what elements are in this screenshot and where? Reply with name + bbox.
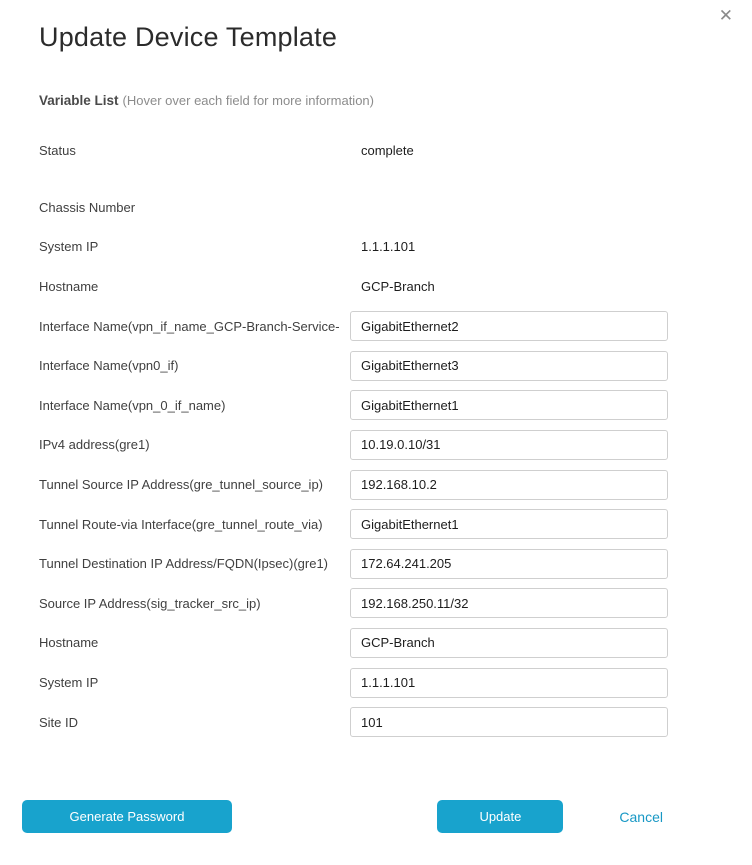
- row-input[interactable]: [350, 390, 668, 420]
- row-static-value: 1.1.1.101: [361, 238, 416, 254]
- row-value: [350, 509, 668, 539]
- cancel-link[interactable]: Cancel: [619, 808, 663, 825]
- row-label: Chassis Number: [39, 199, 136, 215]
- row-value: [350, 351, 668, 381]
- variable-row: [39, 465, 752, 505]
- row-value: [350, 628, 668, 658]
- row-value: [350, 278, 435, 296]
- row-input[interactable]: [350, 311, 668, 341]
- row-label: System IP: [39, 675, 99, 691]
- row-label: Interface Name(vpn_0_if_name): [39, 397, 226, 413]
- row-value: [350, 668, 668, 698]
- row-label: Hostname: [39, 279, 99, 295]
- variable-row: [39, 386, 752, 426]
- row-label: Hostname: [39, 635, 99, 651]
- dialog-footer: [0, 800, 752, 833]
- row-label: Tunnel Source IP Address(gre_tunnel_source_ip): [39, 477, 324, 493]
- section-title: Variable List: [39, 93, 119, 108]
- row-value: [350, 588, 668, 618]
- variable-row: [39, 188, 752, 228]
- row-label: IPv4 address(gre1): [39, 437, 150, 453]
- row-value: [350, 311, 668, 341]
- row-input[interactable]: [350, 628, 668, 658]
- row-static-value: GCP-Branch: [361, 278, 435, 294]
- close-icon[interactable]: ✕: [715, 4, 737, 29]
- row-label: System IP: [39, 239, 99, 255]
- footer-right-actions: [437, 800, 663, 833]
- generate-password-button[interactable]: Generate Password: [22, 800, 232, 833]
- row-input[interactable]: [350, 668, 668, 698]
- update-button[interactable]: Update: [437, 800, 563, 833]
- variable-row: [39, 131, 752, 171]
- section-hint: (Hover over each field for more information): [122, 93, 374, 108]
- row-value: [350, 430, 668, 460]
- variable-row: [39, 425, 752, 465]
- variable-row: [39, 544, 752, 584]
- row-input[interactable]: [350, 470, 668, 500]
- variable-list-header: [39, 93, 752, 108]
- row-label: Interface Name(vpn0_if): [39, 358, 179, 374]
- variable-row: [39, 663, 752, 703]
- variable-row: [39, 623, 752, 663]
- row-value: [350, 142, 414, 160]
- row-label: Interface Name(vpn_if_name_GCP-Branch-Service-: [39, 318, 340, 334]
- row-label: Site ID: [39, 714, 79, 730]
- variable-row: [39, 584, 752, 624]
- row-input[interactable]: [350, 549, 668, 579]
- variable-row: [39, 306, 752, 346]
- variable-row: [39, 504, 752, 544]
- row-input[interactable]: [350, 509, 668, 539]
- row-value: [350, 198, 361, 216]
- row-input[interactable]: [350, 588, 668, 618]
- row-static-value: complete: [361, 142, 414, 158]
- row-value: [350, 707, 668, 737]
- row-input[interactable]: [350, 707, 668, 737]
- row-label: Source IP Address(sig_tracker_src_ip): [39, 595, 261, 611]
- row-value: [350, 390, 668, 420]
- variable-row: [39, 267, 752, 307]
- row-input[interactable]: [350, 430, 668, 460]
- row-value: [350, 549, 668, 579]
- variable-row: [39, 346, 752, 386]
- dialog-title: Update Device Template: [39, 22, 338, 52]
- row-value: [350, 238, 415, 256]
- variable-list: [39, 131, 752, 742]
- row-label: Tunnel Route-via Interface(gre_tunnel_route_via): [39, 516, 323, 532]
- variable-row: [39, 227, 752, 267]
- row-label: Status: [39, 143, 76, 159]
- variable-row: [39, 702, 752, 742]
- row-input[interactable]: [350, 351, 668, 381]
- row-value: [350, 470, 668, 500]
- row-label: Tunnel Destination IP Address/FQDN(Ipsec)(gre1): [39, 556, 329, 572]
